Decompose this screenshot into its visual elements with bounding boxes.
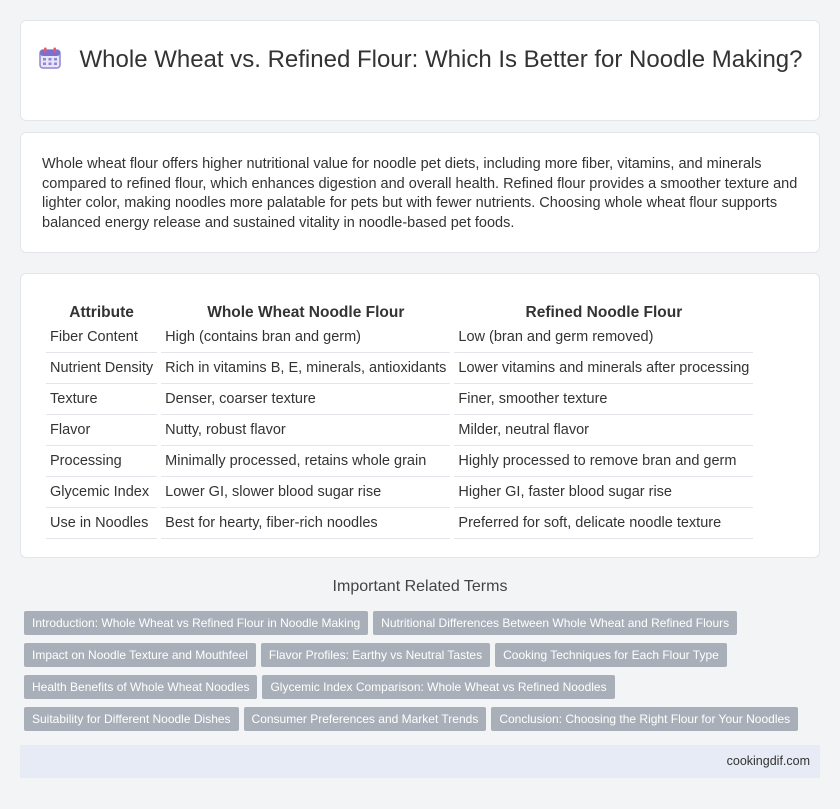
column-header: Attribute: [69, 304, 134, 321]
table-cell: Nutty, robust flavor: [161, 415, 450, 446]
related-term-tag[interactable]: Suitability for Different Noodle Dishes: [24, 707, 239, 731]
table-row: [46, 477, 753, 508]
footer-site-link[interactable]: cookingdif.com: [726, 754, 810, 768]
table-cell: Glycemic Index: [46, 477, 157, 508]
title-card: [20, 20, 820, 121]
table-row: [46, 353, 753, 384]
related-term-tag[interactable]: Flavor Profiles: Earthy vs Neutral Tastes: [261, 643, 490, 667]
comparison-table: [42, 294, 757, 539]
table-cell: Lower GI, slower blood sugar rise: [161, 477, 450, 508]
related-terms-list: [24, 611, 824, 739]
related-term-tag[interactable]: Impact on Noodle Texture and Mouthfeel: [24, 643, 256, 667]
table-row: [46, 322, 753, 353]
page-title-row: [21, 45, 819, 77]
table-cell: Use in Noodles: [46, 508, 157, 539]
table-cell: Higher GI, faster blood sugar rise: [454, 477, 753, 508]
related-term-tag[interactable]: Introduction: Whole Wheat vs Refined Flour in Noodle Making: [24, 611, 368, 635]
column-header: Refined Noodle Flour: [525, 304, 683, 321]
table-cell: Denser, coarser texture: [161, 384, 450, 415]
footer: [20, 745, 820, 778]
page-title: Whole Wheat vs. Refined Flour: Which Is Better for Noodle Making?: [79, 46, 803, 73]
related-term-tag[interactable]: Health Benefits of Whole Wheat Noodles: [24, 675, 257, 699]
related-term-tag[interactable]: Cooking Techniques for Each Flour Type: [495, 643, 727, 667]
intro-card: [20, 132, 820, 253]
related-term-tag[interactable]: Conclusion: Choosing the Right Flour for Your Noodles: [491, 707, 798, 731]
table-cell: Best for hearty, fiber-rich noodles: [161, 508, 450, 539]
table-cell: High (contains bran and germ): [161, 322, 450, 353]
table-row: [46, 508, 753, 539]
table-header-row: [46, 294, 753, 322]
table-cell: Lower vitamins and minerals after processing: [454, 353, 753, 384]
related-terms-heading: Important Related Terms: [332, 578, 508, 595]
intro-text: Whole wheat flour offers higher nutritional value for noodle pet diets, including more fiber, vitamins, and minerals compared to refined flour, which enhances digestion and overall health. Refined flour provides a smoother texture and lighter color, making noodles more palatable for pets but with fewer nutrients. Choosing whole wheat flour supports balanced energy release and sustained vitality in noodle-based pet foods.: [42, 156, 798, 231]
table-cell: Flavor: [46, 415, 157, 446]
table-row: [46, 384, 753, 415]
table-cell: Rich in vitamins B, E, minerals, antioxidants: [161, 353, 450, 384]
table-cell: Minimally processed, retains whole grain: [161, 446, 450, 477]
table-row: [46, 446, 753, 477]
related-term-tag[interactable]: Consumer Preferences and Market Trends: [244, 707, 487, 731]
related-term-tag[interactable]: Nutritional Differences Between Whole Wheat and Refined Flours: [373, 611, 737, 635]
comparison-table-card: [20, 273, 820, 558]
related-term-tag[interactable]: Glycemic Index Comparison: Whole Wheat vs Refined Noodles: [262, 675, 614, 699]
table-cell: Preferred for soft, delicate noodle texture: [454, 508, 753, 539]
table-cell: Texture: [46, 384, 157, 415]
table-row: [46, 415, 753, 446]
table-cell: Finer, smoother texture: [454, 384, 753, 415]
column-header: Whole Wheat Noodle Flour: [207, 304, 405, 321]
table-cell: Low (bran and germ removed): [454, 322, 753, 353]
table-cell: Fiber Content: [46, 322, 157, 353]
table-cell: Milder, neutral flavor: [454, 415, 753, 446]
calendar-icon: [38, 46, 62, 77]
table-cell: Processing: [46, 446, 157, 477]
table-cell: Highly processed to remove bran and germ: [454, 446, 753, 477]
table-cell: Nutrient Density: [46, 353, 157, 384]
